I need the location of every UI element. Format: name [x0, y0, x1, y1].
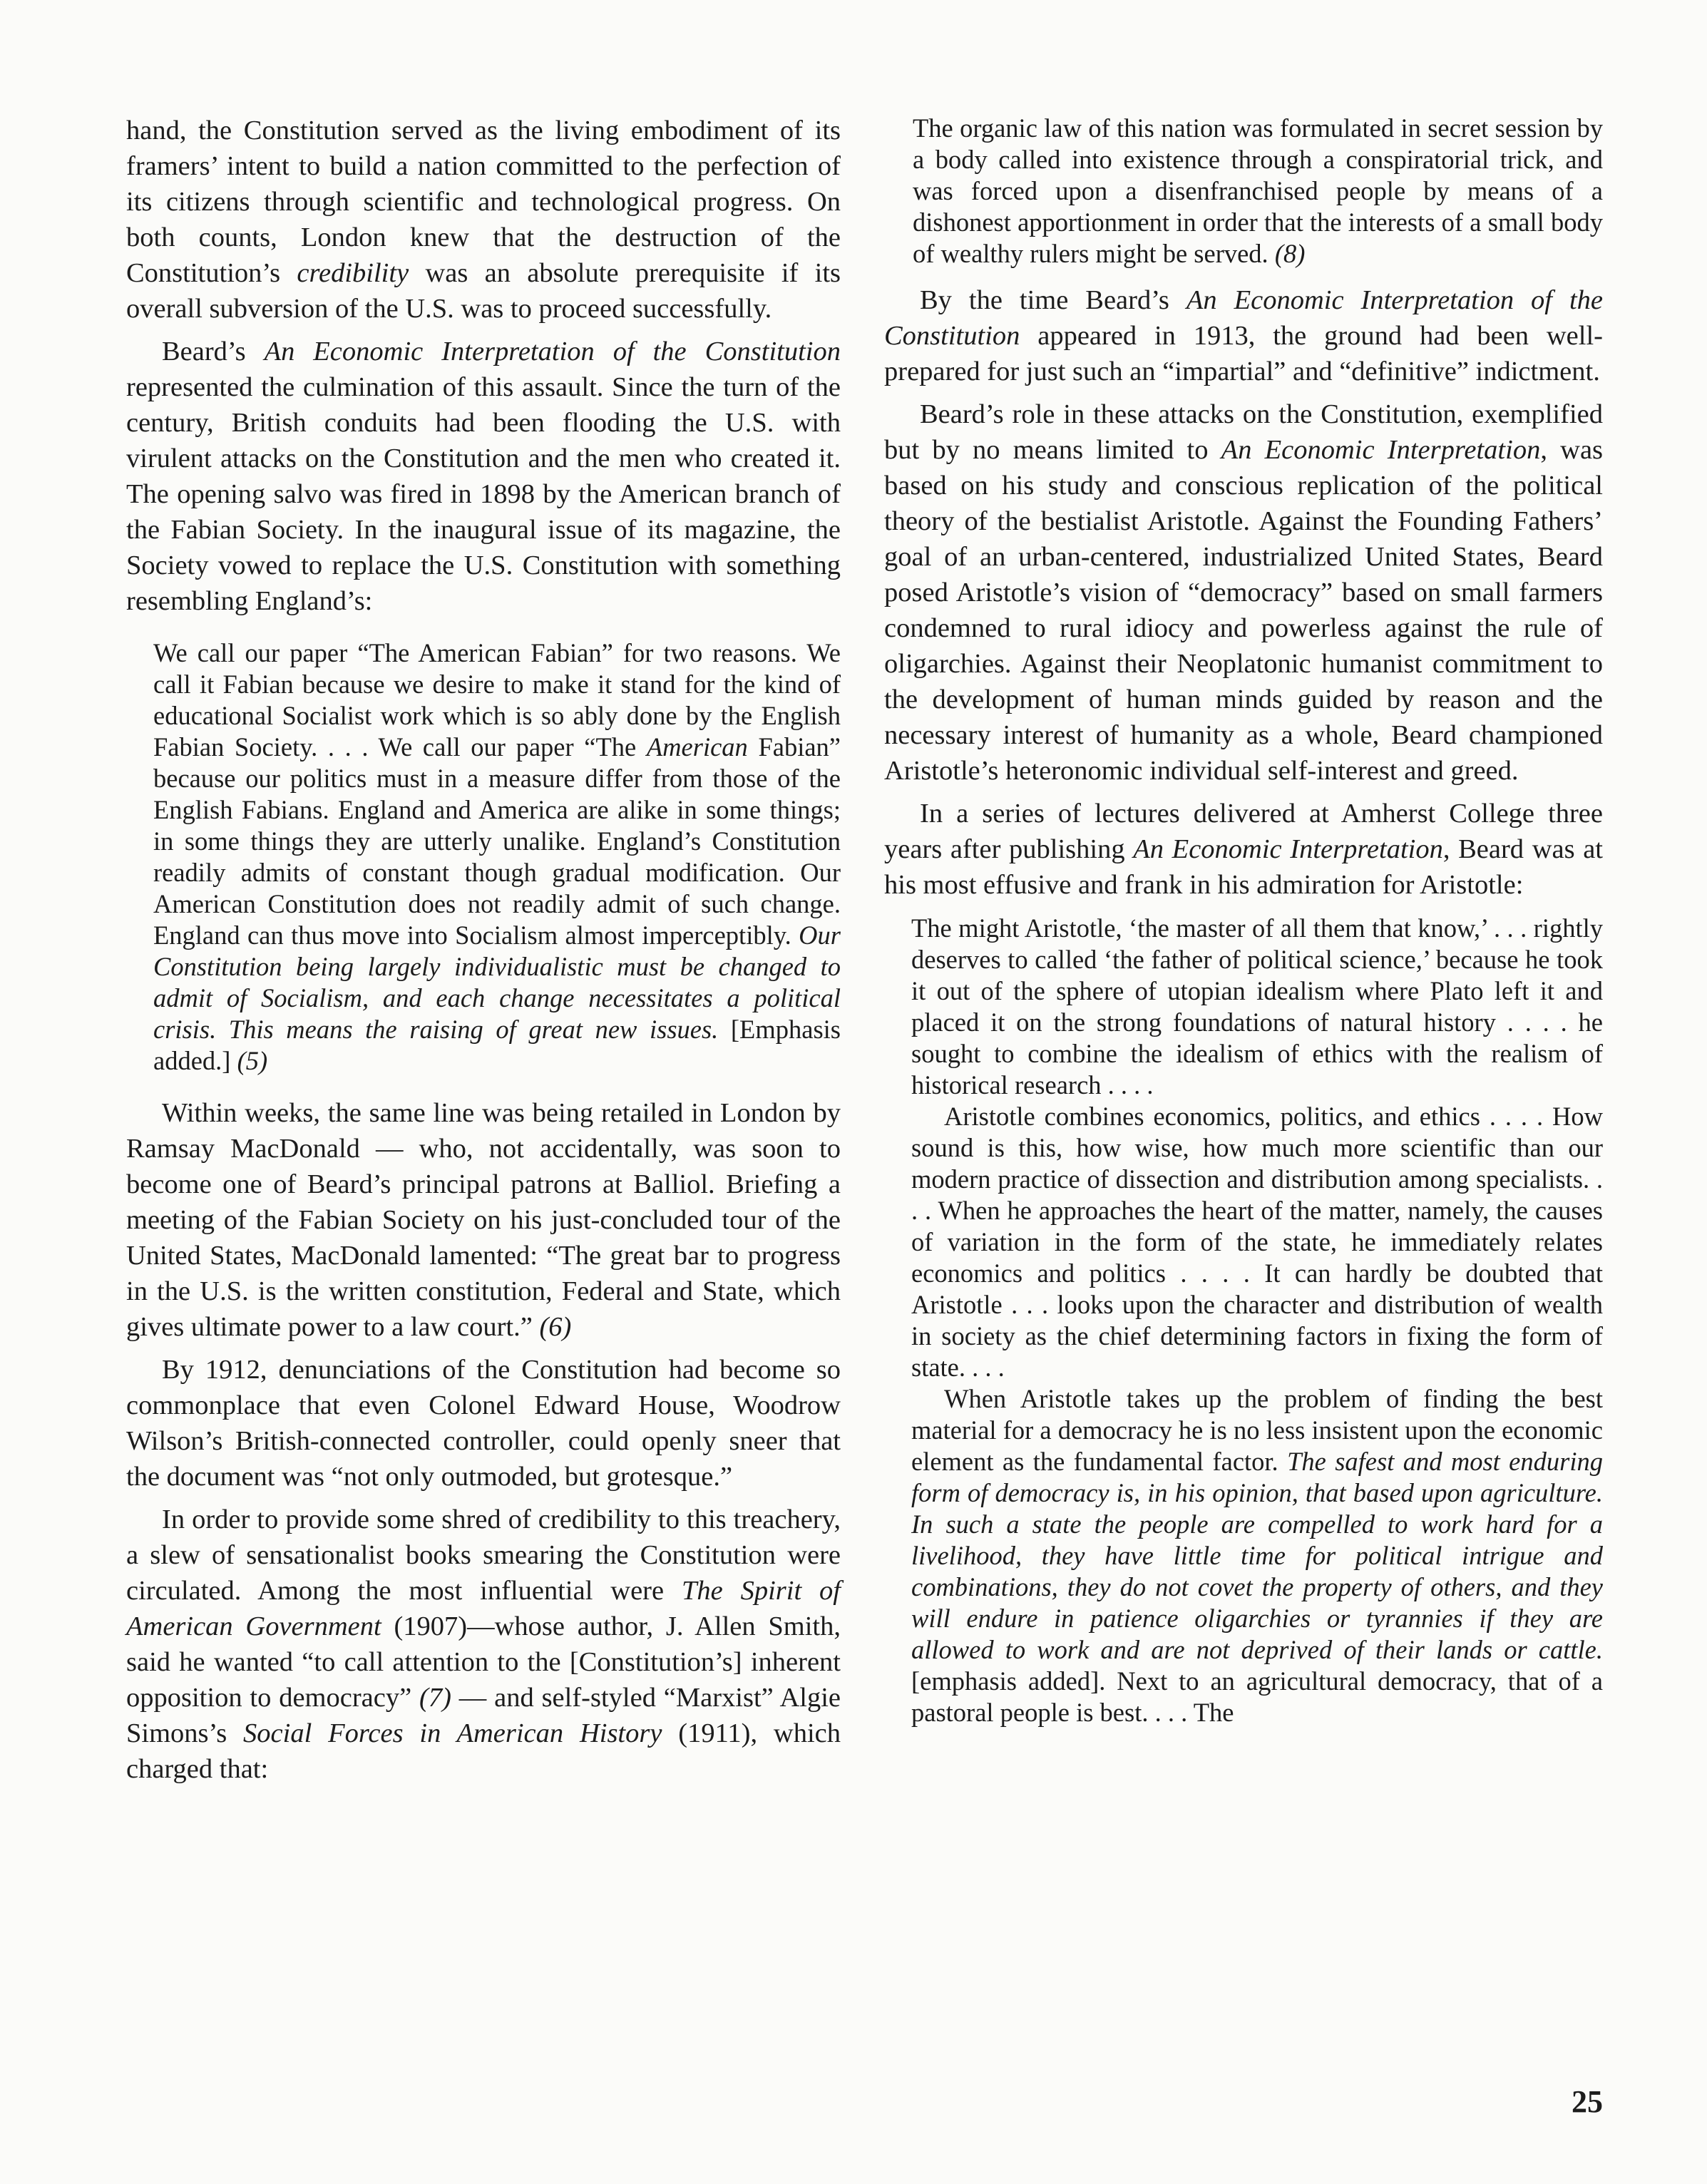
text-segment: Aristotle combines economics, politics, and ethics . . . . How sound is this, how wise, how much more scientific than our modern practice of dissection and distribution among specialists. . . . When he approaches the heart of the matter, namely, the causes of variation in the form of the state, he immediately relates economics and politics . . . . It can hardly be doubted that Aristotle . . . looks upon the character and distribution of wealth in society as the chief determining factors in fixing the form of state. . . . [911, 1102, 1603, 1382]
text-segment: hand, the Constitution served as the living embodiment of its framers’ intent to build a nation committed to the perfection of its citizens through scientific and technological progress. On both counts, London knew that the destruction of the Constitution’s [126, 116, 841, 288]
italic-text-segment: credibility [297, 258, 409, 288]
text-segment: , Beard was at his most effusive and frank in his admiration for Aristotle: [884, 834, 1603, 900]
paragraph-beard-assault [126, 334, 841, 619]
text-segment: [Emphasis added.] [153, 1015, 841, 1075]
italic-text-segment: An Economic Interpretation of the Constitution [884, 285, 1604, 351]
text-segment: The organic law of this nation was formulated in secret session by a body called into existence through a conspiratorial trick, and was forced upon a disenfranchised people by means of a dishonest apportionment in order that the interests of a small body of wealthy rulers might be served. [913, 113, 1603, 268]
paragraph-economic-interpretation-1913 [884, 282, 1603, 389]
quote-american-fabian-text [153, 637, 841, 1077]
paragraph-sensationalist-books [126, 1502, 841, 1787]
text-segment: — and self-styled “Marxist” Algie Simons’s [126, 1683, 841, 1748]
blockquote-simons [913, 113, 1603, 270]
italic-text-segment: (5) [237, 1046, 268, 1075]
italic-text-segment: Our Constitution being largely individualistic must be changed to admit of Socialism, and each change necessitates a political crisis. This means the raising of great new issues. [153, 921, 841, 1044]
text-segment: When Aristotle takes up the problem of finding the best material for a democracy he is no less insistent upon the economic element as the fundamental factor. [911, 1384, 1603, 1476]
text-segment: In order to provide some shred of credibility to this treachery, a slew of sensationalist books smearing the Constitution were circulated. Among the most influential were [126, 1504, 841, 1606]
quote-aristotle-part-3 [911, 1383, 1603, 1728]
paragraph-aristotle-theory [884, 396, 1603, 789]
italic-text-segment: (7) [419, 1683, 451, 1713]
text-segment: [emphasis added]. Next to an agricultural democracy, that of a pastoral people is best. . . . The [911, 1666, 1603, 1727]
italic-text-segment: (6) [539, 1312, 572, 1342]
text-segment: Within weeks, the same line was being retailed in London by Ramsay MacDonald — who, not accidentally, was soon to become one of Beard’s principal patrons at Balliol. Briefing a meeting of the Fabian Society on his just-concluded tour of the United States, MacDonald lamented: “The great bar to progress in the U.S. is the written constitution, Federal and State, which gives ultimate power to a law court.” [126, 1098, 841, 1342]
paragraph-macdonald [126, 1095, 841, 1345]
text-segment: We call our paper “The American Fabian” for two reasons. We call it Fabian because we desire to make it stand for the kind of educational Socialist work which is so ably done by the English Fabian Society. . . . We call our paper “The [153, 638, 841, 762]
paragraph-constitution-credibility [126, 113, 841, 327]
italic-text-segment: An Economic Interpretation [1133, 834, 1443, 864]
left-column [126, 113, 841, 1794]
text-segment: By the time Beard’s [920, 285, 1186, 315]
italic-text-segment: (8) [1274, 239, 1306, 268]
right-column [884, 113, 1603, 1747]
italic-text-segment: The Spirit of American Government [126, 1576, 841, 1641]
text-segment: In a series of lectures delivered at Amherst College three years after publishing [884, 799, 1603, 864]
page-number: 25 [1572, 2084, 1603, 2119]
quote-simons-text [913, 113, 1603, 270]
paragraph-amherst-lectures [884, 796, 1603, 903]
blockquote-aristotle [911, 913, 1603, 1728]
text-segment: represented the culmination of this assault. Since the turn of the century, British conduits had been flooding the U.S. with virulent attacks on the Constitution and the men who created it. The opening salvo was fired in 1898 by the American branch of the Fabian Society. In the inaugural issue of its magazine, the Society vowed to replace the U.S. Constitution with something resembling England’s: [126, 372, 841, 616]
italic-text-segment: The safest and most enduring form of democracy is, in his opinion, that based upon agriculture. In such a state the people are compelled to work hard for a livelihood, they have little time for political intrigue and combinations, they do not covet the property of others, and they will endure in patience oligarchies or tyrannies if they are allowed to work and are not deprived of their lands or cattle. [911, 1447, 1603, 1664]
italic-text-segment: An Economic Interpretation of the Constitution [264, 337, 841, 366]
text-segment: By 1912, denunciations of the Constitution had become so commonplace that even Colonel Edward House, Woodrow Wilson’s British-connected controller, could openly sneer that the document was “not only outmoded, but grotesque.” [126, 1355, 841, 1492]
text-segment: (1911), which charged that: [126, 1718, 841, 1784]
quote-aristotle-part-1 [911, 913, 1603, 1101]
text-segment: appeared in 1913, the ground had been well-prepared for just such an “impartial” and “definitive” indictment. [884, 321, 1603, 386]
text-segment: Fabian” because our politics must in a measure differ from those of the English Fabians. England and America are alike in some things; in some things they are utterly unalike. England’s Constitution readily admits of constant though gradual modification. Our American Constitution does not readily admit of such change. England can thus move into Socialism almost imperceptibly. [153, 732, 841, 950]
text-segment: (1907)—whose author, J. Allen Smith, said he wanted “to call attention to the [Constitution’s] inherent opposition to democracy” [126, 1611, 841, 1713]
text-segment: The might Aristotle, ‘the master of all them that know,’ . . . rightly deserves to called ‘the father of political science,’ because he took it out of the sphere of utopian idealism where Plato left it and placed it on the strong foundations of natural history . . . . he sought to combine the idealism of ethics with the realism of historical research . . . . [911, 913, 1603, 1099]
italic-text-segment: American [646, 732, 748, 762]
text-segment: Beard’s role in these attacks on the Constitution, exemplified but by no means limited to [884, 399, 1603, 465]
text-segment: Beard’s [162, 337, 265, 366]
italic-text-segment: Social Forces in American History [243, 1718, 662, 1748]
text-segment: was an absolute prerequisite if its overall subversion of the U.S. was to proceed successfully. [126, 258, 841, 324]
italic-text-segment: An Economic Interpretation [1221, 435, 1541, 465]
paragraph-colonel-house [126, 1352, 841, 1495]
quote-aristotle-part-2 [911, 1101, 1603, 1383]
blockquote-american-fabian [153, 637, 841, 1077]
text-segment: , was based on his study and conscious replication of the political theory of the bestialist Aristotle. Against the Founding Fathers’ goal of an urban-centered, industrialized United States, Beard posed Aristotle’s vision of “democracy” based on small farmers condemned to rural idiocy and powerless against the rule of oligarchies. Against their Neoplatonic humanist commitment to the development of human minds guided by reason and the necessary interest of humanity as a whole, Beard championed Aristotle’s heteronomic individual self-interest and greed. [884, 435, 1604, 786]
